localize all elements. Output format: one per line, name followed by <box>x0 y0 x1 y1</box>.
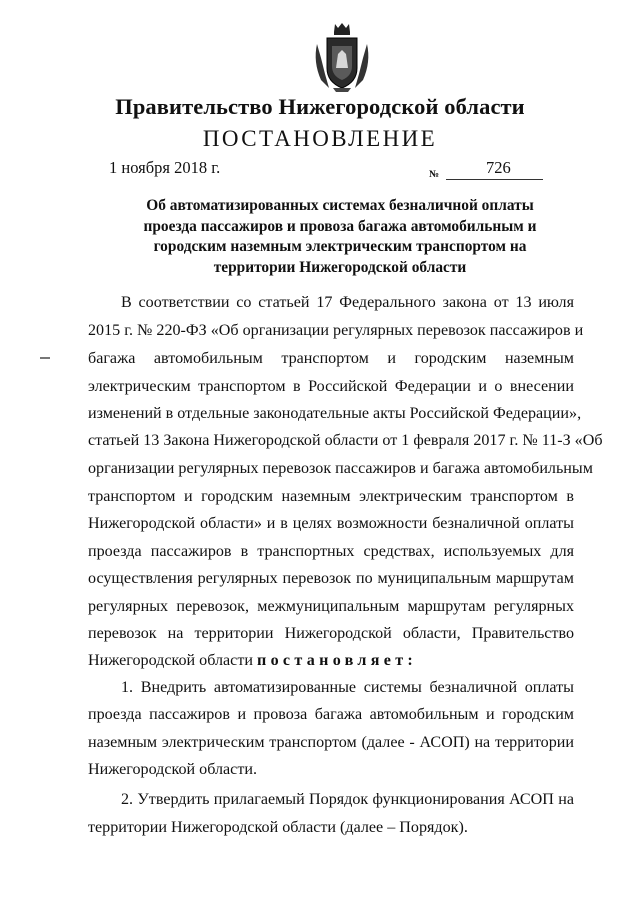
item-1-line: Нижегородской области. <box>88 761 257 778</box>
body-line: перевозок на территории Нижегородской области, Правительство <box>88 625 574 642</box>
body-line: организации регулярных перевозок пассажиров и багажа автомобильным <box>88 460 593 477</box>
body-line: транспортом и городским наземным электрическим транспортом в <box>88 488 574 505</box>
item-1-line: наземным электрическим транспортом (далее - АСОП) на территории <box>88 734 574 751</box>
decree-subject <box>120 196 560 278</box>
body-line <box>88 650 417 672</box>
body-line: Нижегородской области» и в целях возможности безналичной оплаты <box>88 515 574 532</box>
decree-word: постановляет: <box>257 652 418 669</box>
body-line: проезда пассажиров в транспортных средствах, используемых для <box>88 543 574 560</box>
number-underline <box>446 179 543 180</box>
body-line: осуществления регулярных перевозок по муниципальным маршрутам <box>88 570 574 587</box>
body-line: 2015 г. № 220-ФЗ «Об организации регулярных перевозок пассажиров и <box>88 322 584 339</box>
subject-line: городским наземным электрическим транспортом на <box>153 238 527 255</box>
body-line: электрическим транспортом в Российской Федерации и о внесении <box>88 378 574 395</box>
item-2-line: территории Нижегородской области (далее – Порядок). <box>88 819 468 836</box>
decree-number: 726 <box>486 158 511 177</box>
coat-of-arms-emblem <box>311 22 373 94</box>
decree-date: 1 ноября 2018 г. <box>109 158 221 177</box>
subject-line: территории Нижегородской области <box>213 258 467 276</box>
body-line: В соответствии со статьей 17 Федерального закона от 13 июля <box>121 294 574 311</box>
subject-line: проезда пассажиров и провоза багажа автомобильным и <box>143 217 537 235</box>
item-2-line: 2. Утвердить прилагаемый Порядок функционирования АСОП на <box>121 791 574 808</box>
number-sign: № <box>429 169 440 180</box>
government-title: Правительство Нижегородской области <box>115 94 525 119</box>
preamble-end: Нижегородской области <box>88 652 253 669</box>
body-line: регулярных перевозок, межмуниципальным маршрутам регулярных <box>88 598 574 615</box>
margin-mark <box>40 357 50 359</box>
body-line: статьей 13 Закона Нижегородской области от 1 февраля 2017 г. № 11-З «Об <box>88 432 603 449</box>
subject-line: Об автоматизированных системах безналичной оплаты <box>146 197 534 214</box>
item-1-line: проезда пассажиров и провоза багажа автомобильным и городским <box>88 706 574 723</box>
item-1-line: 1. Внедрить автоматизированные системы безналичной оплаты <box>121 679 574 696</box>
body-line: изменений в отдельные законодательные акты Российской Федерации», <box>88 405 582 422</box>
document-type: ПОСТАНОВЛЕНИЕ <box>202 126 438 151</box>
body-line: багажа автомобильным транспортом и городским наземным <box>88 350 574 367</box>
